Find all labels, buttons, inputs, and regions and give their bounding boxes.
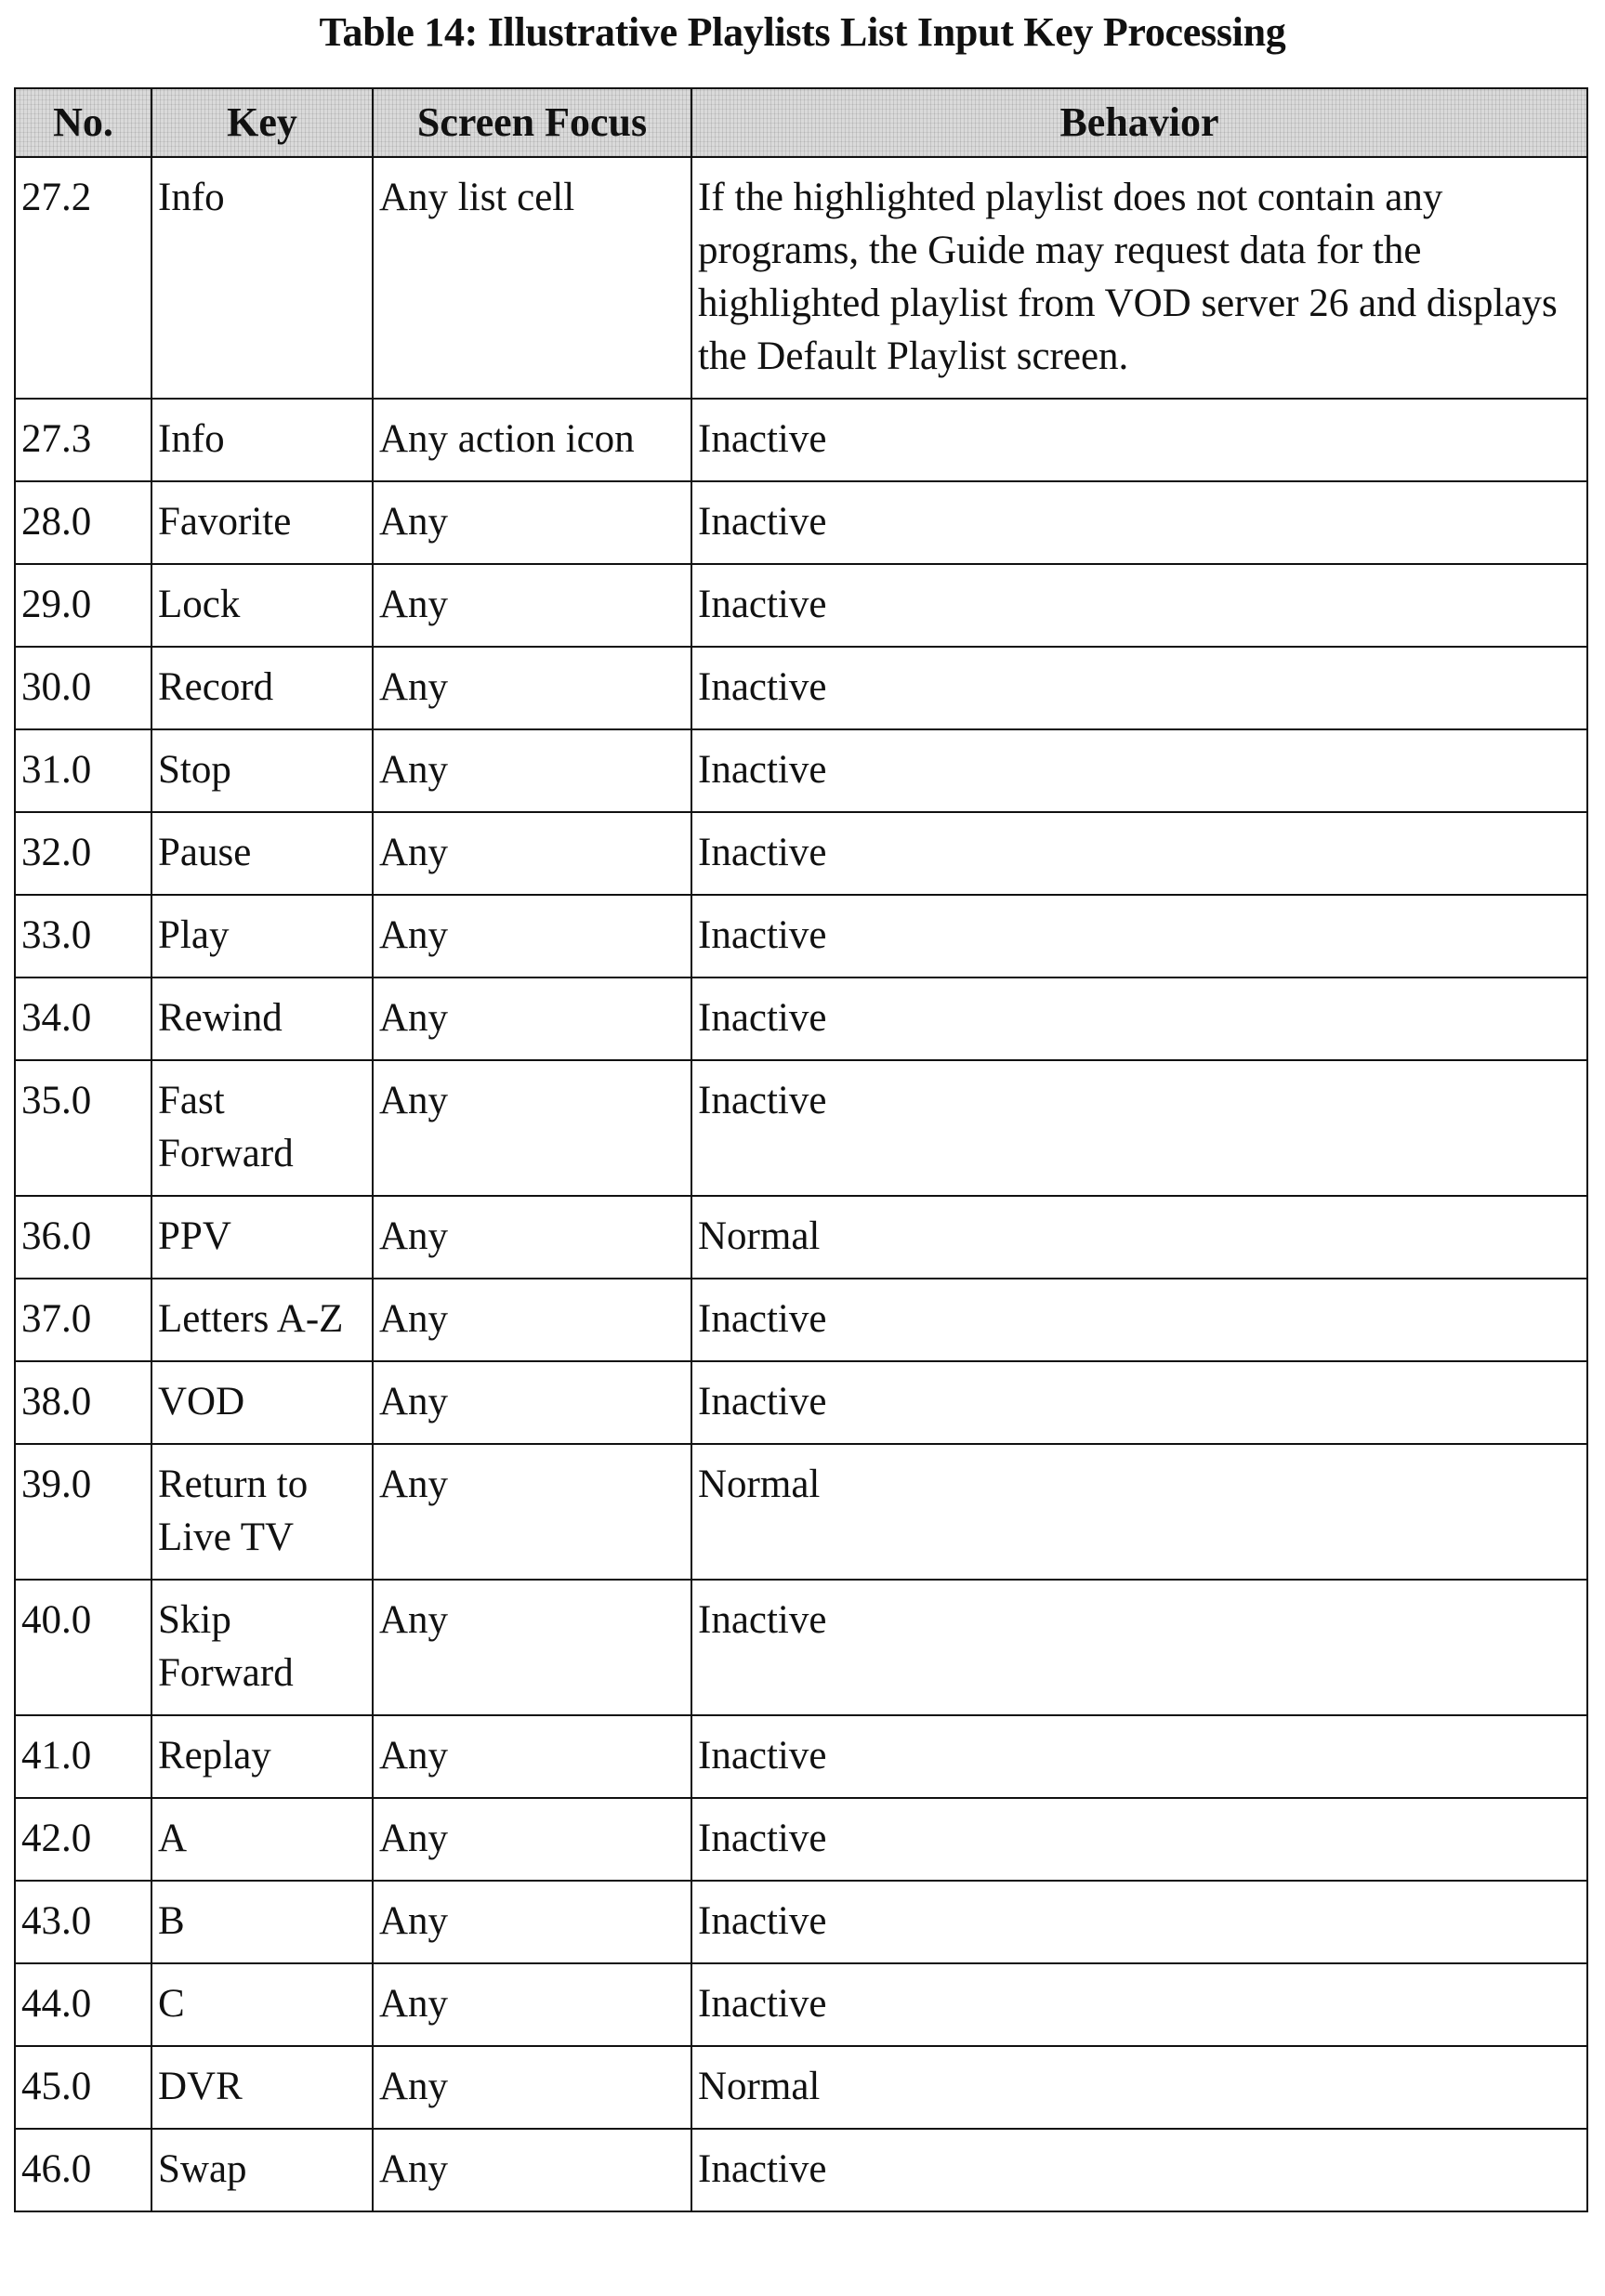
cell-key: VOD — [151, 1361, 373, 1444]
cell-screen-focus: Any action icon — [373, 399, 691, 481]
table-row — [15, 729, 1587, 812]
cell-screen-focus: Any — [373, 481, 691, 564]
cell-behavior: Inactive — [691, 647, 1587, 729]
cell-key: Stop — [151, 729, 373, 812]
cell-screen-focus: Any — [373, 2129, 691, 2211]
cell-key: Record — [151, 647, 373, 729]
cell-no: 46.0 — [15, 2129, 151, 2211]
cell-no: 39.0 — [15, 1444, 151, 1580]
cell-screen-focus: Any — [373, 1279, 691, 1361]
cell-behavior: Inactive — [691, 481, 1587, 564]
table-row — [15, 647, 1587, 729]
cell-no: 36.0 — [15, 1196, 151, 1279]
table-row — [15, 812, 1587, 895]
cell-key: Info — [151, 399, 373, 481]
cell-no: 27.2 — [15, 157, 151, 399]
table-row — [15, 564, 1587, 647]
table-body — [15, 157, 1587, 2211]
cell-no: 32.0 — [15, 812, 151, 895]
cell-key: Lock — [151, 564, 373, 647]
cell-no: 41.0 — [15, 1715, 151, 1798]
table-row — [15, 895, 1587, 977]
table-row — [15, 1798, 1587, 1881]
cell-screen-focus: Any — [373, 1444, 691, 1580]
cell-screen-focus: Any — [373, 1715, 691, 1798]
cell-key: Pause — [151, 812, 373, 895]
table-row — [15, 1279, 1587, 1361]
table-row — [15, 1715, 1587, 1798]
cell-key: Swap — [151, 2129, 373, 2211]
cell-behavior: Inactive — [691, 1580, 1587, 1715]
cell-key: Skip Forward — [151, 1580, 373, 1715]
cell-no: 37.0 — [15, 1279, 151, 1361]
cell-behavior: Inactive — [691, 977, 1587, 1060]
cell-behavior: Inactive — [691, 399, 1587, 481]
cell-key: A — [151, 1798, 373, 1881]
table-row — [15, 1580, 1587, 1715]
cell-key: DVR — [151, 2046, 373, 2129]
cell-no: 31.0 — [15, 729, 151, 812]
cell-behavior: Inactive — [691, 1279, 1587, 1361]
cell-no: 28.0 — [15, 481, 151, 564]
cell-screen-focus: Any — [373, 1580, 691, 1715]
cell-key: Rewind — [151, 977, 373, 1060]
cell-screen-focus: Any — [373, 647, 691, 729]
cell-screen-focus: Any — [373, 895, 691, 977]
table-title: Table 14: Illustrative Playlists List Input Key Processing — [319, 9, 1286, 55]
cell-behavior: Inactive — [691, 729, 1587, 812]
table-row — [15, 2046, 1587, 2129]
cell-behavior: Inactive — [691, 895, 1587, 977]
cell-key: Favorite — [151, 481, 373, 564]
cell-behavior: Inactive — [691, 1881, 1587, 1963]
cell-screen-focus: Any — [373, 1963, 691, 2046]
cell-behavior: Normal — [691, 2046, 1587, 2129]
cell-behavior: Inactive — [691, 812, 1587, 895]
cell-key: PPV — [151, 1196, 373, 1279]
cell-no: 34.0 — [15, 977, 151, 1060]
table-row — [15, 1196, 1587, 1279]
cell-screen-focus: Any — [373, 1361, 691, 1444]
cell-key: Return to Live TV — [151, 1444, 373, 1580]
cell-no: 45.0 — [15, 2046, 151, 2129]
cell-screen-focus: Any — [373, 1798, 691, 1881]
header-key: Key — [151, 88, 373, 157]
cell-no: 27.3 — [15, 399, 151, 481]
cell-screen-focus: Any list cell — [373, 157, 691, 399]
cell-screen-focus: Any — [373, 1060, 691, 1196]
cell-key: Fast Forward — [151, 1060, 373, 1196]
cell-key: Letters A-Z — [151, 1279, 373, 1361]
cell-no: 29.0 — [15, 564, 151, 647]
cell-behavior: Normal — [691, 1444, 1587, 1580]
cell-no: 30.0 — [15, 647, 151, 729]
table-row — [15, 977, 1587, 1060]
cell-screen-focus: Any — [373, 564, 691, 647]
cell-no: 43.0 — [15, 1881, 151, 1963]
cell-screen-focus: Any — [373, 729, 691, 812]
cell-behavior: Inactive — [691, 1798, 1587, 1881]
cell-behavior: Normal — [691, 1196, 1587, 1279]
table-row — [15, 399, 1587, 481]
header-no: No. — [15, 88, 151, 157]
cell-behavior: Inactive — [691, 564, 1587, 647]
cell-behavior: Inactive — [691, 1361, 1587, 1444]
cell-key: Replay — [151, 1715, 373, 1798]
cell-screen-focus: Any — [373, 2046, 691, 2129]
cell-screen-focus: Any — [373, 1196, 691, 1279]
cell-behavior: If the highlighted playlist does not contain any programs, the Guide may request data for the highlighted playlist from VOD server 26 and displays the Default Playlist screen. — [691, 157, 1587, 399]
cell-behavior: Inactive — [691, 1963, 1587, 2046]
cell-no: 44.0 — [15, 1963, 151, 2046]
cell-no: 35.0 — [15, 1060, 151, 1196]
table-row — [15, 1060, 1587, 1196]
cell-behavior: Inactive — [691, 2129, 1587, 2211]
header-behavior: Behavior — [691, 88, 1587, 157]
table-row — [15, 1444, 1587, 1580]
table-header-row — [15, 88, 1587, 157]
header-screen-focus: Screen Focus — [373, 88, 691, 157]
cell-behavior: Inactive — [691, 1715, 1587, 1798]
cell-no: 42.0 — [15, 1798, 151, 1881]
cell-no: 33.0 — [15, 895, 151, 977]
cell-screen-focus: Any — [373, 977, 691, 1060]
cell-behavior: Inactive — [691, 1060, 1587, 1196]
table-row — [15, 2129, 1587, 2211]
cell-key: C — [151, 1963, 373, 2046]
cell-screen-focus: Any — [373, 812, 691, 895]
table-row — [15, 1881, 1587, 1963]
table-row — [15, 481, 1587, 564]
table-row — [15, 157, 1587, 399]
cell-screen-focus: Any — [373, 1881, 691, 1963]
cell-key: B — [151, 1881, 373, 1963]
cell-key: Info — [151, 157, 373, 399]
cell-no: 40.0 — [15, 1580, 151, 1715]
table-row — [15, 1361, 1587, 1444]
cell-no: 38.0 — [15, 1361, 151, 1444]
table-row — [15, 1963, 1587, 2046]
cell-key: Play — [151, 895, 373, 977]
input-key-table — [14, 87, 1588, 2212]
